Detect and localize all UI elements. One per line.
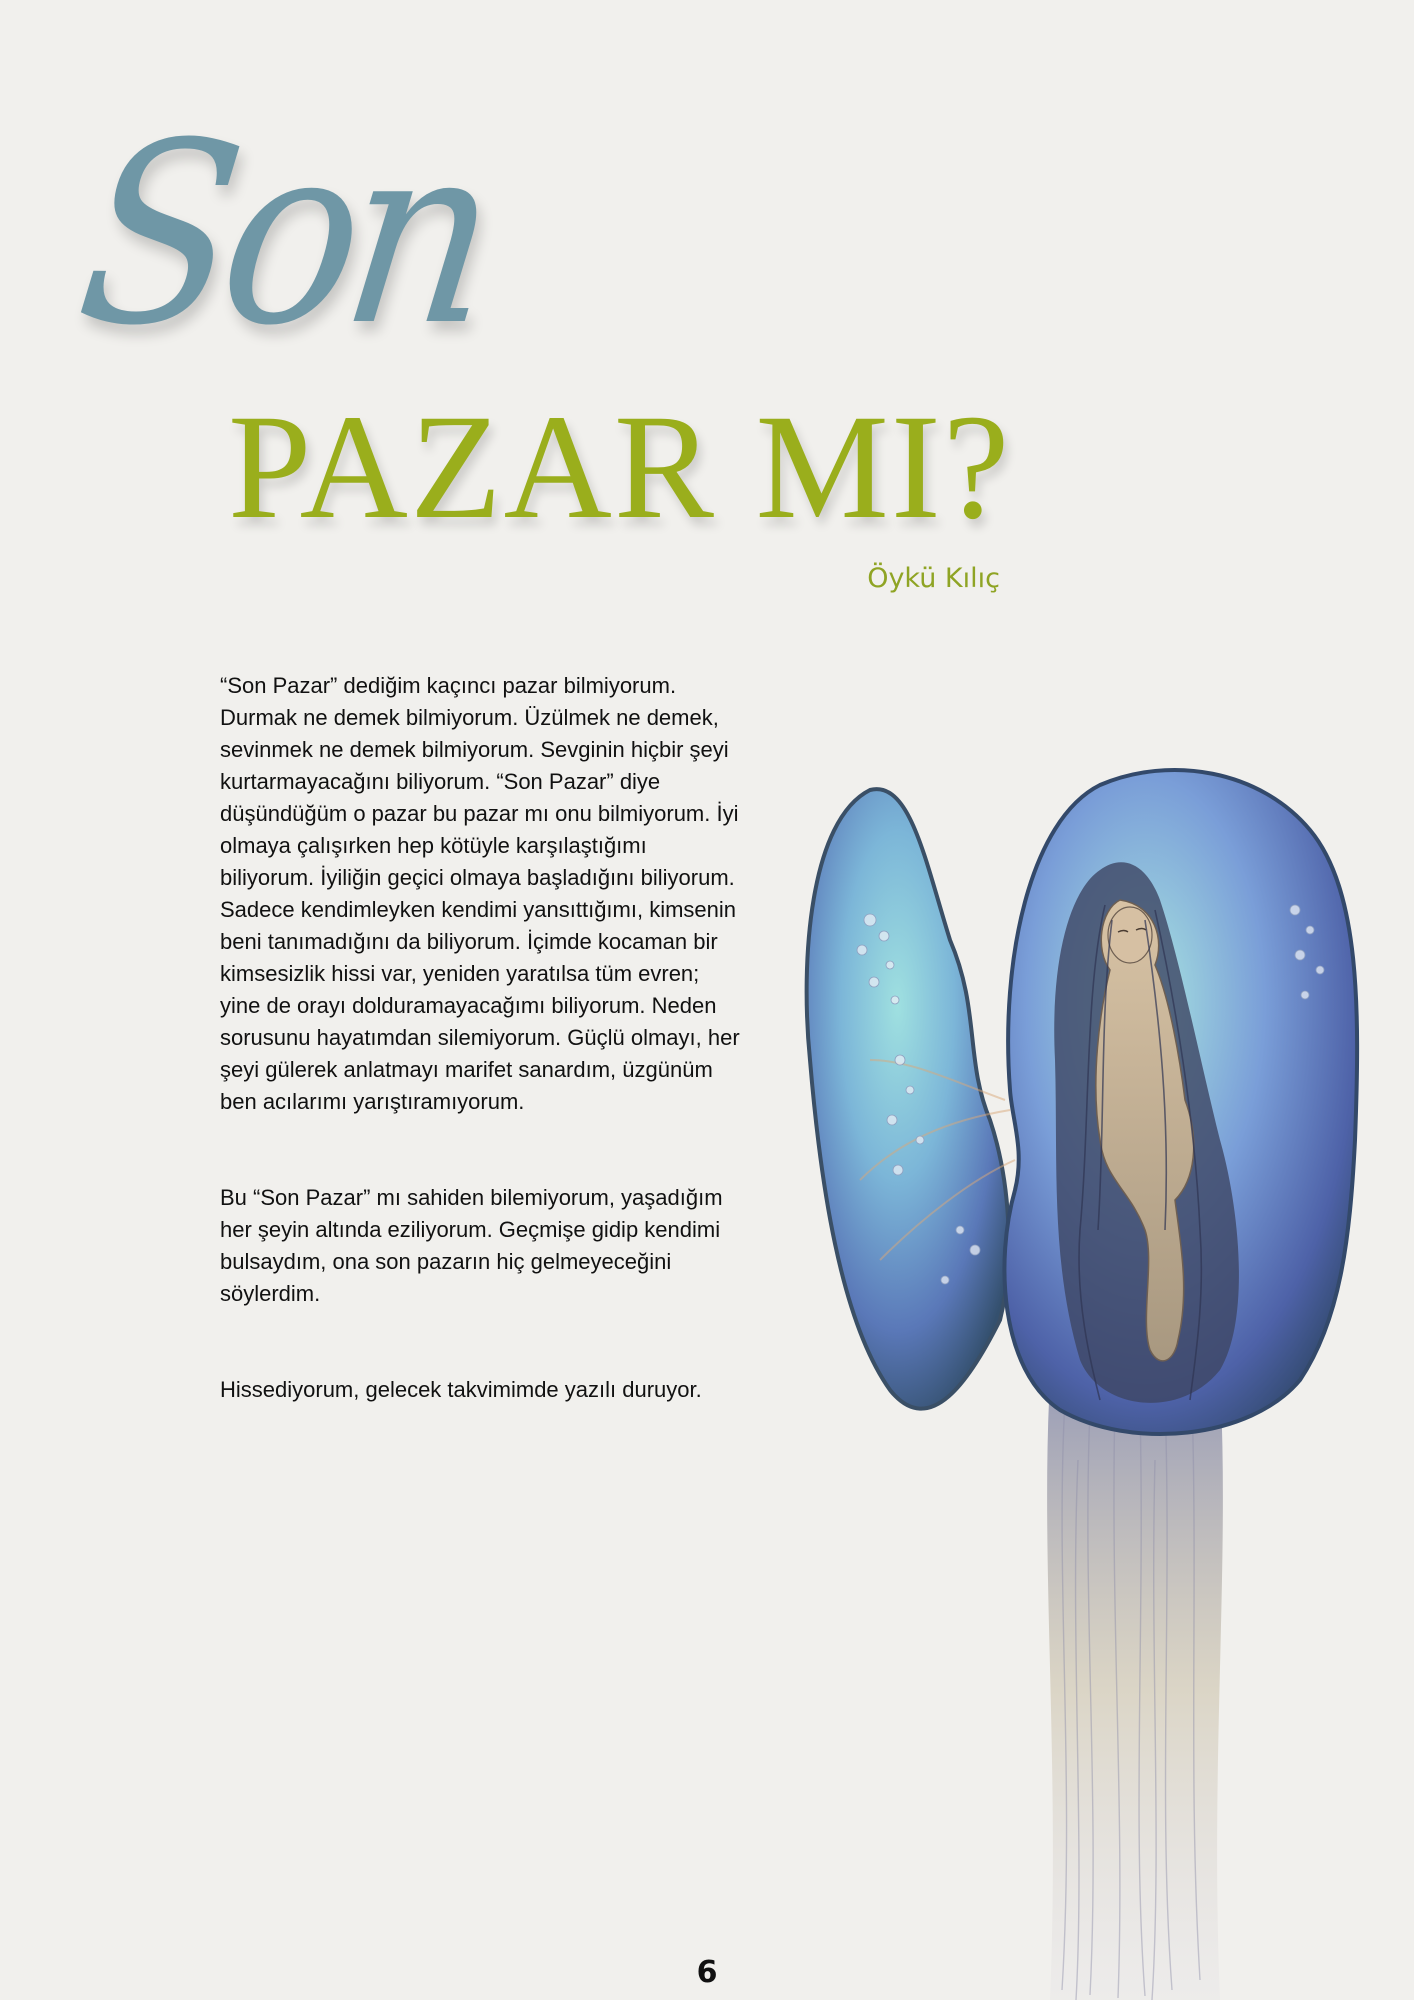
page-title: PAZAR MI? bbox=[228, 384, 1012, 550]
winged-figure-illustration bbox=[800, 760, 1380, 2000]
title-script: Son bbox=[65, 89, 500, 380]
article-body bbox=[220, 670, 740, 1470]
paragraph-1: “Son Pazar” dediğim kaçıncı pazar bilmiyorum. Durmak ne demek bilmiyorum. Üzülmek ne demek, sevinmek ne demek bilmiyorum. Sevginin hiçbir şeyi kurtarmayacağını biliyorum. “Son Pazar” diye düşündüğüm o pazar bu pazar mı onu bilmiyorum. İyi olmaya çalışırken hep kötüyle karşılaştığımı biliyorum. İyiliğin geçici olmaya başladığını biliyorum. Sadece kendimleyken kendimi yansıttığımı, kimsenin beni tanımadığını da biliyorum. İçimde kocaman bir kimsesizlik hissi var, yeniden yaratılsa tüm evren; yine de orayı dolduramayacağımı biliyorum. Neden sorusunu hayatımdan silemiyorum. Güçlü olmayı, her şeyi gülerek anlatmayı marifet sanardım, üzgünüm ben acılarımı yarıştıramıyorum. bbox=[220, 673, 740, 1114]
page-number: 6 bbox=[696, 1955, 718, 1990]
author-name: Öykü Kılıç bbox=[867, 563, 1000, 594]
paragraph-3: Hissediyorum, gelecek takvimimde yazılı duruyor. bbox=[220, 1377, 702, 1402]
paragraph-2: Bu “Son Pazar” mı sahiden bilemiyorum, yaşadığım her şeyin altında eziliyorum. Geçmişe gidip kendimi bulsaydım, ona son pazarın hiç gelmeyeceğini söylerdim. bbox=[220, 1185, 723, 1306]
